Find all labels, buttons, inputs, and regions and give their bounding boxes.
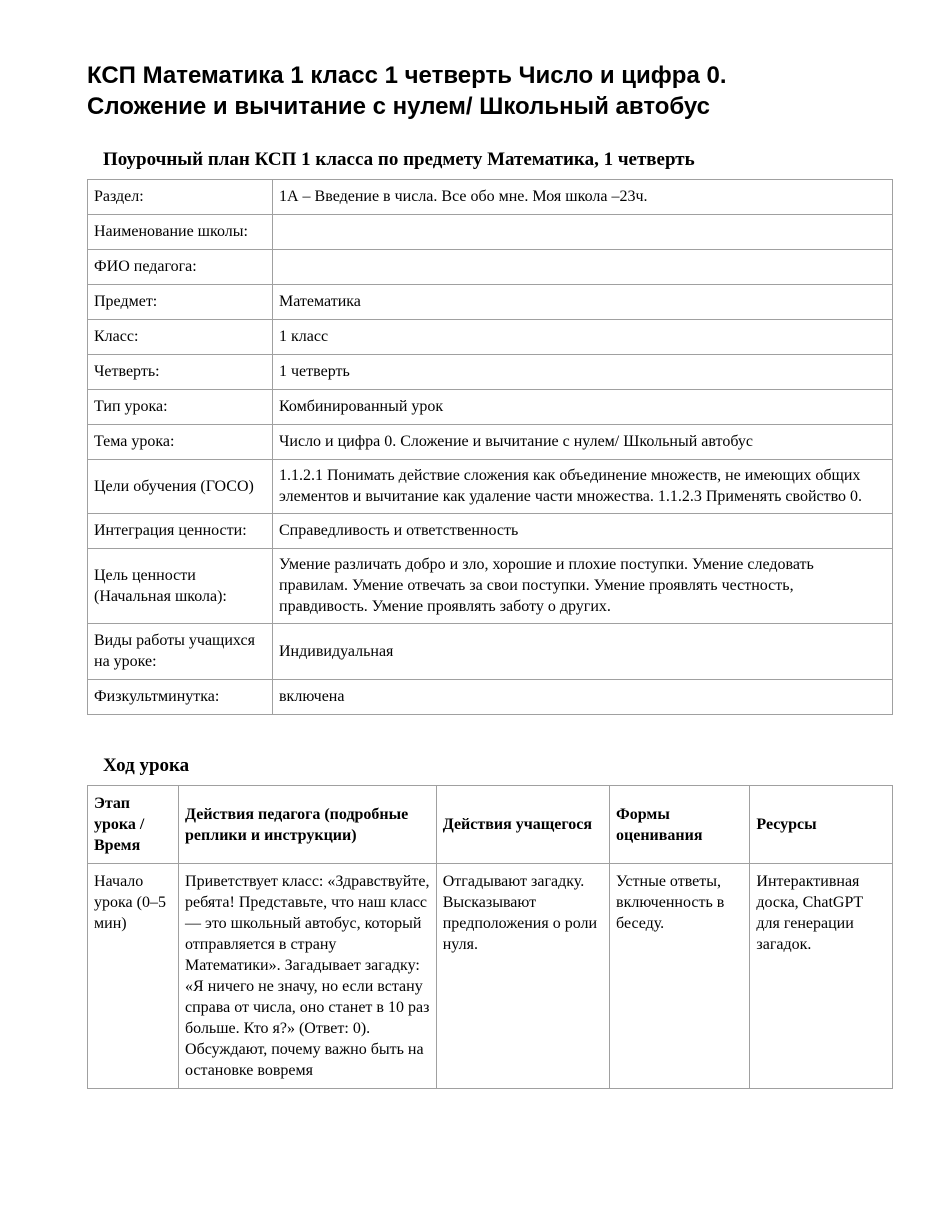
row-label-learning-goals: Цели обучения (ГОСО) xyxy=(88,460,273,514)
row-label-value-goal: Цель ценности (Начальная школа): xyxy=(88,549,273,624)
row-value-lesson-type: Комбинированный урок xyxy=(273,390,893,425)
table-row xyxy=(88,180,893,215)
lesson-progress-table xyxy=(87,785,893,1089)
row-value-quarter: 1 четверть xyxy=(273,355,893,390)
column-header-stage: Этап урока / Время xyxy=(88,786,179,864)
cell-student-actions: Отгадывают загадку. Высказывают предположения о роли нуля. xyxy=(436,864,609,1089)
table-row xyxy=(88,864,893,1089)
row-label-value-integration: Интеграция ценности: xyxy=(88,514,273,549)
row-value-value-integration: Справедливость и ответственность xyxy=(273,514,893,549)
table-row xyxy=(88,320,893,355)
row-value-grade: 1 класс xyxy=(273,320,893,355)
row-label-quarter: Четверть: xyxy=(88,355,273,390)
row-value-lesson-topic: Число и цифра 0. Сложение и вычитание с нулем/ Школьный автобус xyxy=(273,425,893,460)
document-title-line-1: КСП Математика 1 класс 1 четверть Число и цифра 0. xyxy=(87,62,727,89)
row-value-value-goal: Умение различать добро и зло, хорошие и плохие поступки. Умение следовать правилам. Умение отвечать за свои поступки. Умение проявлять честность, правдивость. Умение проявлять заботу о других. xyxy=(273,549,893,624)
row-value-physical-break: включена xyxy=(273,680,893,715)
lesson-progress-heading: Ход урока xyxy=(103,755,190,776)
row-value-subject: Математика xyxy=(273,285,893,320)
column-header-student-actions: Действия учащегося xyxy=(436,786,609,864)
table-row xyxy=(88,549,893,624)
row-label-section: Раздел: xyxy=(88,180,273,215)
row-label-teacher-name: ФИО педагога: xyxy=(88,250,273,285)
row-label-physical-break: Физкультминутка: xyxy=(88,680,273,715)
row-label-lesson-topic: Тема урока: xyxy=(88,425,273,460)
row-label-lesson-type: Тип урока: xyxy=(88,390,273,425)
row-value-school-name xyxy=(273,215,893,250)
column-header-assessment: Формы оценивания xyxy=(610,786,750,864)
cell-teacher-actions: Приветствует класс: «Здравствуйте, ребята! Представьте, что наш класс — это школьный автобус, который отправляется в страну Математики». Загадывает загадку: «Я ничего не значу, но если встану справа от числа, оно станет в 10 раз больше. Кто я?» (Ответ: 0). Обсуждают, почему важно быть на остановке вовремя xyxy=(179,864,437,1089)
table-row xyxy=(88,355,893,390)
table-row xyxy=(88,460,893,514)
column-header-resources: Ресурсы xyxy=(750,786,893,864)
row-label-subject: Предмет: xyxy=(88,285,273,320)
document-title-line-2: Сложение и вычитание с нулем/ Школьный автобус xyxy=(87,93,711,120)
plan-heading: Поурочный план КСП 1 класса по предмету Математика, 1 четверть xyxy=(103,149,695,170)
table-row xyxy=(88,425,893,460)
table-row xyxy=(88,390,893,425)
row-label-work-types: Виды работы учащихся на уроке: xyxy=(88,624,273,680)
table-row xyxy=(88,514,893,549)
document-title xyxy=(87,60,887,122)
table-row xyxy=(88,624,893,680)
table-row xyxy=(88,285,893,320)
row-value-section: 1А – Введение в числа. Все обо мне. Моя школа –23ч. xyxy=(273,180,893,215)
cell-assessment: Устные ответы, включенность в беседу. xyxy=(610,864,750,1089)
lesson-plan-table xyxy=(87,179,893,715)
table-header-row xyxy=(88,786,893,864)
row-value-teacher-name xyxy=(273,250,893,285)
row-value-work-types: Индивидуальная xyxy=(273,624,893,680)
table-row xyxy=(88,215,893,250)
cell-resources: Интерактивная доска, ChatGPT для генерации загадок. xyxy=(750,864,893,1089)
row-label-school-name: Наименование школы: xyxy=(88,215,273,250)
row-label-grade: Класс: xyxy=(88,320,273,355)
row-value-learning-goals: 1.1.2.1 Понимать действие сложения как объединение множеств, не имеющих общих элементов и вычитание как удаление части множества. 1.1.2.3 Применять свойство 0. xyxy=(273,460,893,514)
cell-stage: Начало урока (0–5 мин) xyxy=(88,864,179,1089)
column-header-teacher-actions: Действия педагога (подробные реплики и инструкции) xyxy=(179,786,437,864)
table-row xyxy=(88,250,893,285)
table-row xyxy=(88,680,893,715)
